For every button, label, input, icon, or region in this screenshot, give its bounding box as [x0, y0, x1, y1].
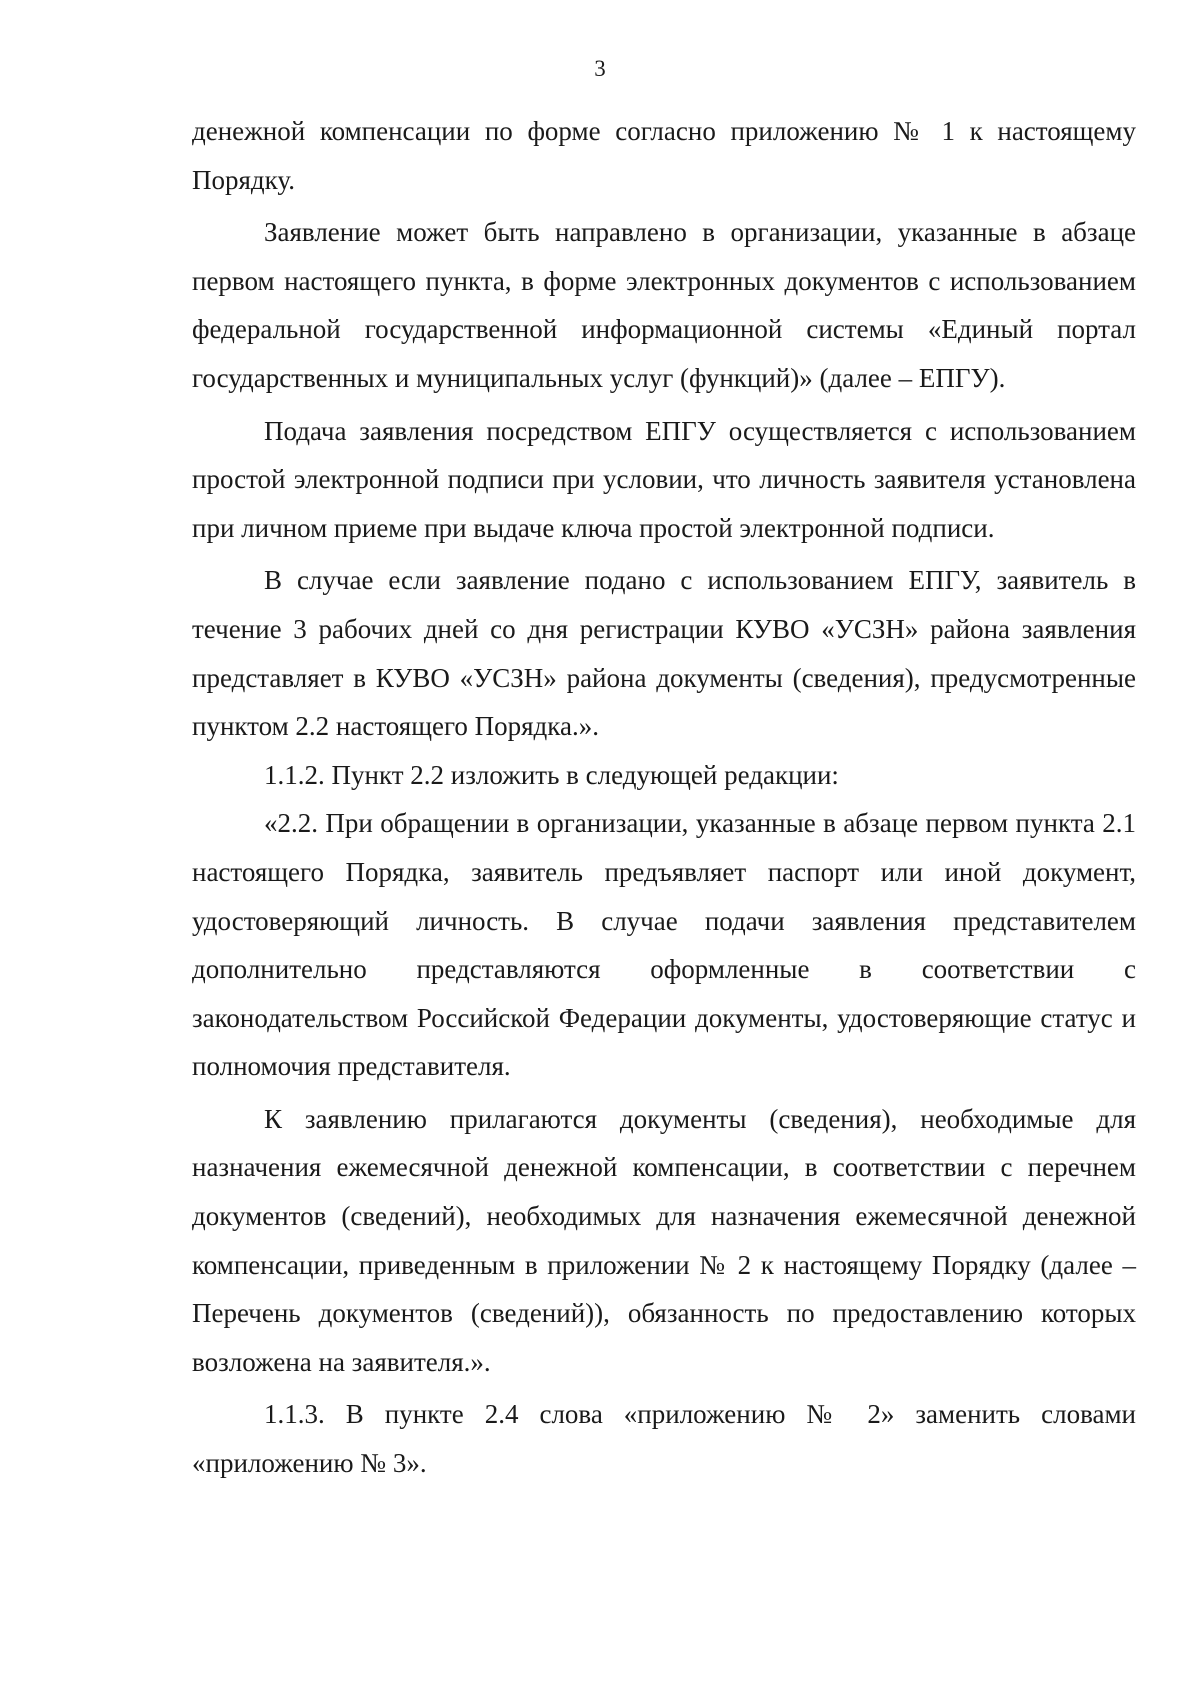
paragraph-continuation: денежной компенсации по форме согласно приложению № 1 к настоящему Порядку. [192, 116, 1136, 195]
paragraph-electronic-signature: Подача заявления посредством ЕПГУ осуществляется с использованием простой электронной подписи при условии, что личность заявителя установлена при личном приеме при выдаче ключа простой электронной подписи. [192, 415, 1136, 543]
paragraph-documents-deadline: В случае если заявление подано с использованием ЕПГУ, заявитель в течение 3 рабочих дней со дня регистрации КУВО «УСЗН» района заявления представляет в КУВО «УСЗН» района документы (сведения), предусмотренные пунктом 2.2 настоящего Порядка.». [192, 565, 1136, 742]
document-body [192, 107, 1136, 1488]
paragraph-item-1-1-2: 1.1.2. Пункт 2.2 изложить в следующей редакции: [264, 759, 839, 790]
paragraph-item-2-2: «2.2. При обращении в организации, указанные в абзаце первом пункта 2.1 настоящего Порядка, заявитель предъявляет паспорт или иной документ, удостоверяющий личность. В случае подачи заявления представителем дополнительно представляются оформленные в соответствии с законодательством Российской Федерации документы, удостоверяющие статус и полномочия представителя. [192, 808, 1136, 1082]
page-number: 3 [594, 56, 606, 81]
paragraph-attachments: К заявлению прилагаются документы (сведения), необходимые для назначения ежемесячной денежной компенсации, в соответствии с перечнем документов (сведений), необходимых для назначения ежемесячной денежной компенсации, приведенным в приложении № 2 к настоящему Порядку (далее – Перечень документов (сведений)), обязанность по предоставлению которых возложена на заявителя.». [192, 1103, 1136, 1377]
paragraph-epgu-submission: Заявление может быть направлено в организации, указанные в абзаце первом настоящего пункта, в форме электронных документов с использованием федеральной государственной информационной системы «Единый портал государственных и муниципальных услуг (функций)» (далее – ЕПГУ). [192, 217, 1136, 393]
paragraph-item-1-1-3: 1.1.3. В пункте 2.4 слова «приложению № 2» заменить словами «приложению № 3». [192, 1399, 1136, 1479]
